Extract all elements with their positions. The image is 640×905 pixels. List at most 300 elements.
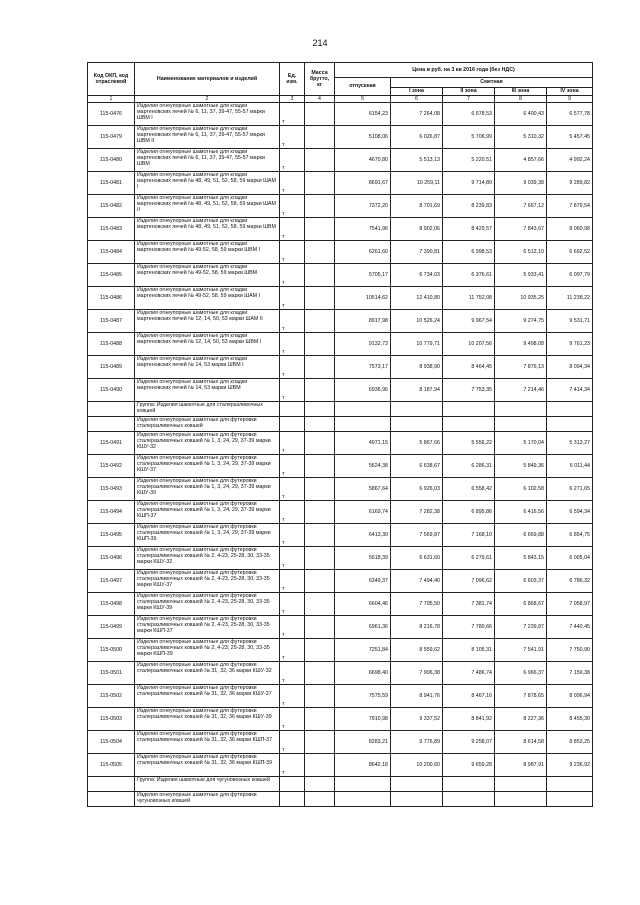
cell-zone-4: 7 414,34	[547, 379, 593, 402]
header-code: Код ОКП, код отраслевой	[88, 63, 135, 96]
cell-zone-2: 6 286,31	[443, 455, 495, 478]
header-name: Наименование материалов и изделий	[135, 63, 280, 96]
cell-zone-1: 10 259,11	[391, 172, 443, 195]
cell-empty	[391, 417, 443, 432]
cell-zone-2: 5 220,51	[443, 149, 495, 172]
cell-unit: т	[280, 241, 305, 264]
cell-zone-3: 6 868,67	[495, 593, 547, 616]
cell-code: 115-0495	[88, 524, 135, 547]
group-row	[88, 417, 593, 432]
column-number: 7	[443, 96, 495, 103]
cell-unit: т	[280, 310, 305, 333]
cell-mass	[305, 241, 335, 264]
cell-zone-4: 5 313,27	[547, 432, 593, 455]
cell-zone-4: 9 236,92	[547, 754, 593, 777]
cell-zone-3: 7 876,13	[495, 356, 547, 379]
cell-release-price: 5705,17	[335, 264, 391, 287]
cell-release-price: 6604,46	[335, 593, 391, 616]
cell-release-price: 6961,36	[335, 616, 391, 639]
cell-zone-2: 11 752,08	[443, 287, 495, 310]
cell-mass	[305, 685, 335, 708]
cell-code: 115-0485	[88, 264, 135, 287]
cell-zone-1: 7 282,38	[391, 501, 443, 524]
cell-name: Изделия огнеупорные шамотные для футеровки сталеразливочных ковшей № 31, 32, 36 марки КШП-37	[135, 731, 280, 754]
cell-zone-2: 5 556,22	[443, 432, 495, 455]
cell-zone-1: 8 559,62	[391, 639, 443, 662]
column-number: 4	[305, 96, 335, 103]
cell-zone-1: 8 216,78	[391, 616, 443, 639]
cell-zone-4: 6 271,65	[547, 478, 593, 501]
cell-zone-2: 7 381,74	[443, 593, 495, 616]
cell-unit: т	[280, 287, 305, 310]
cell-zone-3: 7 667,12	[495, 195, 547, 218]
cell-zone-3: 7 214,46	[495, 379, 547, 402]
cell-code: 115-0482	[88, 195, 135, 218]
cell-zone-2: 9 258,07	[443, 731, 495, 754]
cell-unit: т	[280, 195, 305, 218]
cell-group-name: Изделия огнеупорные шамотные для футеровки сталеразливочных ковшей	[135, 417, 280, 432]
cell-empty	[335, 777, 391, 792]
header-price-title: Цена в руб. на 3 кв 2016 года (без НДС)	[335, 63, 593, 78]
cell-mass	[305, 287, 335, 310]
cell-zone-3: 5 843,15	[495, 547, 547, 570]
cell-code: 115-0499	[88, 616, 135, 639]
cell-empty	[280, 402, 305, 417]
column-number: 9	[547, 96, 593, 103]
table-row	[88, 126, 593, 149]
cell-mass	[305, 547, 335, 570]
cell-empty	[335, 402, 391, 417]
cell-zone-4: 6 005,04	[547, 547, 593, 570]
cell-zone-2: 7 486,74	[443, 662, 495, 685]
cell-zone-2: 7 168,10	[443, 524, 495, 547]
column-number: 1	[88, 96, 135, 103]
cell-release-price: 7575,59	[335, 685, 391, 708]
table-row	[88, 379, 593, 402]
cell-code: 115-0476	[88, 103, 135, 126]
cell-zone-2: 8 467,16	[443, 685, 495, 708]
cell-zone-2: 8 239,83	[443, 195, 495, 218]
cell-code	[88, 417, 135, 432]
cell-mass	[305, 333, 335, 356]
cell-release-price: 8283,21	[335, 731, 391, 754]
cell-zone-1: 6 638,67	[391, 455, 443, 478]
cell-zone-4: 11 238,22	[547, 287, 593, 310]
cell-empty	[280, 777, 305, 792]
cell-release-price: 7910,98	[335, 708, 391, 731]
cell-zone-2: 9 714,80	[443, 172, 495, 195]
table-row	[88, 455, 593, 478]
cell-name: Изделия огнеупорные шамотные для футеровки сталеразливочных ковшей № 2, 4-23, 25-28, 30, 33-35 марки КШУ-37	[135, 570, 280, 593]
cell-unit: т	[280, 616, 305, 639]
cell-zone-1: 6 734,03	[391, 264, 443, 287]
cell-empty	[443, 792, 495, 807]
page-number: 214	[312, 38, 328, 48]
cell-code: 115-0481	[88, 172, 135, 195]
table-row	[88, 708, 593, 731]
cell-name: Изделия огнеупорные шамотные для кладки мартеновских печей № 6, 11, 37, 39-47, 55-57 марки ШВМ I	[135, 103, 280, 126]
cell-zone-4: 7 159,38	[547, 662, 593, 685]
cell-zone-3: 10 935,25	[495, 287, 547, 310]
cell-zone-3: 6 966,37	[495, 662, 547, 685]
cell-unit: т	[280, 333, 305, 356]
cell-zone-1: 9 337,52	[391, 708, 443, 731]
table-row	[88, 593, 593, 616]
cell-zone-4: 5 457,45	[547, 126, 593, 149]
cell-unit: т	[280, 379, 305, 402]
cell-name: Изделия огнеупорные шамотные для футеровки сталеразливочных ковшей № 31, 32, 36 марки КШП-39	[135, 754, 280, 777]
cell-release-price: 7372,20	[335, 195, 391, 218]
cell-release-price: 8691,67	[335, 172, 391, 195]
cell-zone-1: 6 631,60	[391, 547, 443, 570]
cell-zone-3: 6 416,56	[495, 501, 547, 524]
cell-zone-3: 6 400,43	[495, 103, 547, 126]
cell-code: 115-0496	[88, 547, 135, 570]
header-unit: Ед. изм.	[280, 63, 305, 96]
cell-unit: т	[280, 478, 305, 501]
cell-mass	[305, 478, 335, 501]
cell-zone-4: 4 992,24	[547, 149, 593, 172]
cell-empty	[391, 792, 443, 807]
cell-code: 115-0504	[88, 731, 135, 754]
cell-code: 115-0486	[88, 287, 135, 310]
cell-zone-3: 7 541,91	[495, 639, 547, 662]
cell-unit: т	[280, 432, 305, 455]
cell-release-price: 10514,62	[335, 287, 391, 310]
cell-name: Изделия огнеупорные шамотные для кладки мартеновских печей № 48, 49, 51, 52, 58, 59 марки ШАМ I	[135, 172, 280, 195]
cell-mass	[305, 195, 335, 218]
cell-zone-2: 8 429,57	[443, 218, 495, 241]
cell-mass	[305, 103, 335, 126]
cell-zone-1: 9 776,89	[391, 731, 443, 754]
cell-release-price: 8917,98	[335, 310, 391, 333]
cell-code	[88, 777, 135, 792]
cell-release-price: 6154,23	[335, 103, 391, 126]
cell-zone-4: 6 854,75	[547, 524, 593, 547]
header-zone-2: II зона	[443, 88, 495, 96]
column-numbers-row	[88, 96, 593, 103]
cell-zone-2: 6 678,53	[443, 103, 495, 126]
cell-zone-2: 9 659,28	[443, 754, 495, 777]
header-release-price: отпускная	[335, 78, 391, 96]
cell-zone-3: 7 239,87	[495, 616, 547, 639]
cell-code	[88, 792, 135, 807]
table-row	[88, 570, 593, 593]
table-row	[88, 616, 593, 639]
cell-release-price: 6261,60	[335, 241, 391, 264]
cell-name: Изделия огнеупорные шамотные для кладки мартеновских печей № 12, 14, 50, 53 марки ШАМ II	[135, 310, 280, 333]
cell-code: 115-0502	[88, 685, 135, 708]
cell-release-price: 6413,30	[335, 524, 391, 547]
cell-zone-3: 8 227,36	[495, 708, 547, 731]
table-row	[88, 547, 593, 570]
table-row	[88, 149, 593, 172]
cell-name: Изделия огнеупорные шамотные для футеровки сталеразливочных ковшей № 2, 4-23, 25-28, 30, 33-35 марки КШУ-32	[135, 547, 280, 570]
cell-zone-4: 8 096,94	[547, 685, 593, 708]
cell-empty	[495, 792, 547, 807]
cell-zone-2: 10 207,56	[443, 333, 495, 356]
cell-empty	[495, 417, 547, 432]
cell-zone-2: 6 998,53	[443, 241, 495, 264]
cell-zone-4: 8 455,30	[547, 708, 593, 731]
cell-zone-2: 6 279,61	[443, 547, 495, 570]
cell-zone-3: 8 987,91	[495, 754, 547, 777]
cell-zone-4: 6 011,44	[547, 455, 593, 478]
cell-mass	[305, 432, 335, 455]
cell-release-price: 6169,74	[335, 501, 391, 524]
cell-name: Изделия огнеупорные шамотные для футеровки сталеразливочных ковшей № 1, 3, 24, 29, 37-39 марки КШП-37	[135, 501, 280, 524]
cell-group-name: Изделия огнеупорные шамотные для футеровки чугуновозных ковшей	[135, 792, 280, 807]
cell-zone-3: 9 274,75	[495, 310, 547, 333]
cell-code: 115-0493	[88, 478, 135, 501]
cell-name: Изделия огнеупорные шамотные для футеровки сталеразливочных ковшей № 31, 32, 36 марки КШУ-37	[135, 685, 280, 708]
group-row	[88, 792, 593, 807]
cell-empty	[335, 417, 391, 432]
table-row	[88, 264, 593, 287]
cell-zone-1: 7 795,50	[391, 593, 443, 616]
cell-zone-2: 8 464,45	[443, 356, 495, 379]
table-row	[88, 103, 593, 126]
cell-zone-1: 8 187,94	[391, 379, 443, 402]
cell-unit: т	[280, 570, 305, 593]
cell-empty	[391, 402, 443, 417]
table-row	[88, 501, 593, 524]
cell-zone-3: 4 857,66	[495, 149, 547, 172]
table-row	[88, 172, 593, 195]
cell-name: Изделия огнеупорные шамотные для футеровки сталеразливочных ковшей № 1, 3, 24, 29, 37-39 марки КШУ-32	[135, 432, 280, 455]
cell-unit: т	[280, 524, 305, 547]
cell-zone-4: 9 531,71	[547, 310, 593, 333]
cell-empty	[547, 792, 593, 807]
cell-zone-1: 7 264,08	[391, 103, 443, 126]
cell-zone-2: 7 780,66	[443, 616, 495, 639]
cell-zone-1: 8 701,69	[391, 195, 443, 218]
cell-empty	[280, 417, 305, 432]
cell-zone-2: 6 376,61	[443, 264, 495, 287]
cell-unit: т	[280, 264, 305, 287]
cell-zone-4: 7 058,97	[547, 593, 593, 616]
cell-release-price: 4971,15	[335, 432, 391, 455]
table-row	[88, 195, 593, 218]
cell-release-price: 6936,96	[335, 379, 391, 402]
cell-empty	[547, 402, 593, 417]
cell-zone-2: 6 895,86	[443, 501, 495, 524]
cell-zone-4: 6 097,79	[547, 264, 593, 287]
cell-name: Изделия огнеупорные шамотные для кладки мартеновских печей № 6, 11, 37, 39-47, 55-57 марки ШВМ	[135, 149, 280, 172]
cell-mass	[305, 708, 335, 731]
cell-name: Изделия огнеупорные шамотные для кладки мартеновских печей № 6, 11, 37, 39-47, 55-57 марки ШВМ II	[135, 126, 280, 149]
cell-zone-1: 7 390,81	[391, 241, 443, 264]
cell-mass	[305, 616, 335, 639]
cell-name: Изделия огнеупорные шамотные для кладки мартеновских печей № 48, 49, 51, 52, 58, 59 марки ШВМ	[135, 218, 280, 241]
cell-release-price: 7573,17	[335, 356, 391, 379]
cell-zone-4: 6 692,52	[547, 241, 593, 264]
cell-zone-3: 5 310,32	[495, 126, 547, 149]
cell-name: Изделия огнеупорные шамотные для кладки мартеновских печей № 14, 53 марки ШВМ I	[135, 356, 280, 379]
cell-mass	[305, 524, 335, 547]
cell-name: Изделия огнеупорные шамотные для футеровки сталеразливочных ковшей № 2, 4-23, 25-28, 30, 33-35 марки КШП-39	[135, 639, 280, 662]
cell-unit: т	[280, 103, 305, 126]
header-zone-3: III зона	[495, 88, 547, 96]
cell-zone-1: 5 513,13	[391, 149, 443, 172]
cell-name: Изделия огнеупорные шамотные для кладки мартеновских печей № 49-52, 58, 59 марки ШВМ I	[135, 241, 280, 264]
cell-mass	[305, 501, 335, 524]
table-body	[88, 96, 593, 807]
cell-zone-3: 5 170,04	[495, 432, 547, 455]
cell-zone-1: 7 494,40	[391, 570, 443, 593]
cell-empty	[305, 417, 335, 432]
table-row	[88, 333, 593, 356]
cell-release-price: 5867,64	[335, 478, 391, 501]
cell-mass	[305, 310, 335, 333]
cell-release-price: 7251,84	[335, 639, 391, 662]
cell-zone-1: 8 902,06	[391, 218, 443, 241]
cell-name: Изделия огнеупорные шамотные для футеровки сталеразливочных ковшей № 2, 4-23, 25-28, 30, 33-35 марки КШП-37	[135, 616, 280, 639]
column-number: 3	[280, 96, 305, 103]
table-row	[88, 524, 593, 547]
cell-zone-1: 7 569,87	[391, 524, 443, 547]
cell-name: Изделия огнеупорные шамотные для футеровки сталеразливочных ковшей № 2, 4-23, 25-28, 30, 33-35 марки КШУ-39	[135, 593, 280, 616]
cell-group-name: Группа: Изделия шамотные для сталеразливочных ковшей	[135, 402, 280, 417]
cell-zone-3: 7 878,65	[495, 685, 547, 708]
cell-zone-3: 7 843,67	[495, 218, 547, 241]
cell-name: Изделия огнеупорные шамотные для кладки мартеновских печей № 14, 53 марки ШВМ	[135, 379, 280, 402]
column-number: 5	[335, 96, 391, 103]
cell-release-price: 5108,06	[335, 126, 391, 149]
cell-release-price: 4670,80	[335, 149, 391, 172]
cell-empty	[305, 792, 335, 807]
table-row	[88, 356, 593, 379]
cell-unit: т	[280, 455, 305, 478]
cell-name: Изделия огнеупорные шамотные для футеровки сталеразливочных ковшей № 31, 32, 36 марки КШУ-32	[135, 662, 280, 685]
cell-zone-1: 6 026,87	[391, 126, 443, 149]
table-row	[88, 287, 593, 310]
cell-zone-2: 8 105,31	[443, 639, 495, 662]
price-table	[87, 62, 593, 807]
cell-unit: т	[280, 731, 305, 754]
cell-empty	[305, 402, 335, 417]
cell-zone-2: 7 753,35	[443, 379, 495, 402]
table-row	[88, 478, 593, 501]
cell-zone-4: 7 440,45	[547, 616, 593, 639]
cell-zone-4: 6 594,34	[547, 501, 593, 524]
cell-code: 115-0484	[88, 241, 135, 264]
cell-unit: т	[280, 126, 305, 149]
cell-mass	[305, 126, 335, 149]
table-row	[88, 310, 593, 333]
cell-code: 115-0503	[88, 708, 135, 731]
cell-mass	[305, 662, 335, 685]
cell-code: 115-0505	[88, 754, 135, 777]
cell-unit: т	[280, 754, 305, 777]
cell-name: Изделия огнеупорные шамотные для кладки мартеновских печей № 49-52, 58, 59 марки ШВМ	[135, 264, 280, 287]
column-number: 6	[391, 96, 443, 103]
header-zone-1: I зона	[391, 88, 443, 96]
cell-zone-4: 6 577,78	[547, 103, 593, 126]
cell-zone-4: 9 289,82	[547, 172, 593, 195]
cell-zone-1: 10 779,71	[391, 333, 443, 356]
cell-unit: т	[280, 172, 305, 195]
cell-unit: т	[280, 639, 305, 662]
cell-name: Изделия огнеупорные шамотные для кладки мартеновских печей № 48, 49, 51, 52, 58, 59 марки ШАМ II	[135, 195, 280, 218]
cell-zone-1: 7 906,38	[391, 662, 443, 685]
table-row	[88, 662, 593, 685]
cell-code: 115-0488	[88, 333, 135, 356]
cell-release-price: 8642,18	[335, 754, 391, 777]
cell-name: Изделия огнеупорные шамотные для футеровки сталеразливочных ковшей № 1, 3, 24, 29, 37-39 марки КШУ-39	[135, 478, 280, 501]
cell-zone-3: 5 933,41	[495, 264, 547, 287]
cell-empty	[280, 792, 305, 807]
cell-name: Изделия огнеупорные шамотные для кладки мартеновских печей № 12, 14, 50, 53 марки ШВМ I	[135, 333, 280, 356]
cell-zone-3: 5 849,36	[495, 455, 547, 478]
cell-zone-2: 6 558,42	[443, 478, 495, 501]
cell-zone-3: 9 498,08	[495, 333, 547, 356]
cell-release-price: 6349,37	[335, 570, 391, 593]
cell-unit: т	[280, 218, 305, 241]
cell-empty	[335, 792, 391, 807]
cell-zone-3: 6 512,10	[495, 241, 547, 264]
cell-zone-3: 6 669,88	[495, 524, 547, 547]
cell-code: 115-0497	[88, 570, 135, 593]
cell-name: Изделия огнеупорные шамотные для футеровки сталеразливочных ковшей № 1, 3, 24, 29, 37-39 марки КШУ-37	[135, 455, 280, 478]
cell-code: 115-0492	[88, 455, 135, 478]
cell-mass	[305, 172, 335, 195]
cell-release-price: 5618,39	[335, 547, 391, 570]
cell-empty	[443, 417, 495, 432]
cell-zone-2: 7 096,62	[443, 570, 495, 593]
cell-zone-3: 8 614,58	[495, 731, 547, 754]
cell-name: Изделия огнеупорные шамотные для футеровки сталеразливочных ковшей № 31, 32, 36 марки КШУ-39	[135, 708, 280, 731]
cell-unit: т	[280, 356, 305, 379]
cell-mass	[305, 379, 335, 402]
cell-release-price: 6698,40	[335, 662, 391, 685]
cell-name: Изделия огнеупорные шамотные для кладки мартеновских печей № 49-52, 58, 59 марки ШАМ I	[135, 287, 280, 310]
cell-zone-4: 8 094,34	[547, 356, 593, 379]
cell-code: 115-0494	[88, 501, 135, 524]
cell-mass	[305, 356, 335, 379]
header-zone-4: IV зона	[547, 88, 593, 96]
cell-release-price: 7541,96	[335, 218, 391, 241]
header-estimate-price: Сметная	[391, 78, 593, 88]
cell-zone-1: 10 526,24	[391, 310, 443, 333]
table-row	[88, 731, 593, 754]
cell-mass	[305, 731, 335, 754]
table-row	[88, 432, 593, 455]
cell-mass	[305, 149, 335, 172]
cell-empty	[391, 777, 443, 792]
cell-zone-3: 9 039,38	[495, 172, 547, 195]
cell-empty	[443, 402, 495, 417]
cell-code: 115-0483	[88, 218, 135, 241]
cell-code: 115-0498	[88, 593, 135, 616]
cell-empty	[305, 777, 335, 792]
cell-release-price: 9132,73	[335, 333, 391, 356]
cell-zone-2: 9 967,54	[443, 310, 495, 333]
cell-code: 115-0489	[88, 356, 135, 379]
cell-unit: т	[280, 593, 305, 616]
table-row	[88, 754, 593, 777]
cell-code: 115-0500	[88, 639, 135, 662]
cell-unit: т	[280, 708, 305, 731]
column-number: 2	[135, 96, 280, 103]
cell-zone-3: 6 603,37	[495, 570, 547, 593]
cell-zone-2: 5 706,99	[443, 126, 495, 149]
cell-zone-2: 8 841,92	[443, 708, 495, 731]
column-number: 8	[495, 96, 547, 103]
cell-code: 115-0490	[88, 379, 135, 402]
cell-unit: т	[280, 662, 305, 685]
cell-zone-4: 8 060,98	[547, 218, 593, 241]
